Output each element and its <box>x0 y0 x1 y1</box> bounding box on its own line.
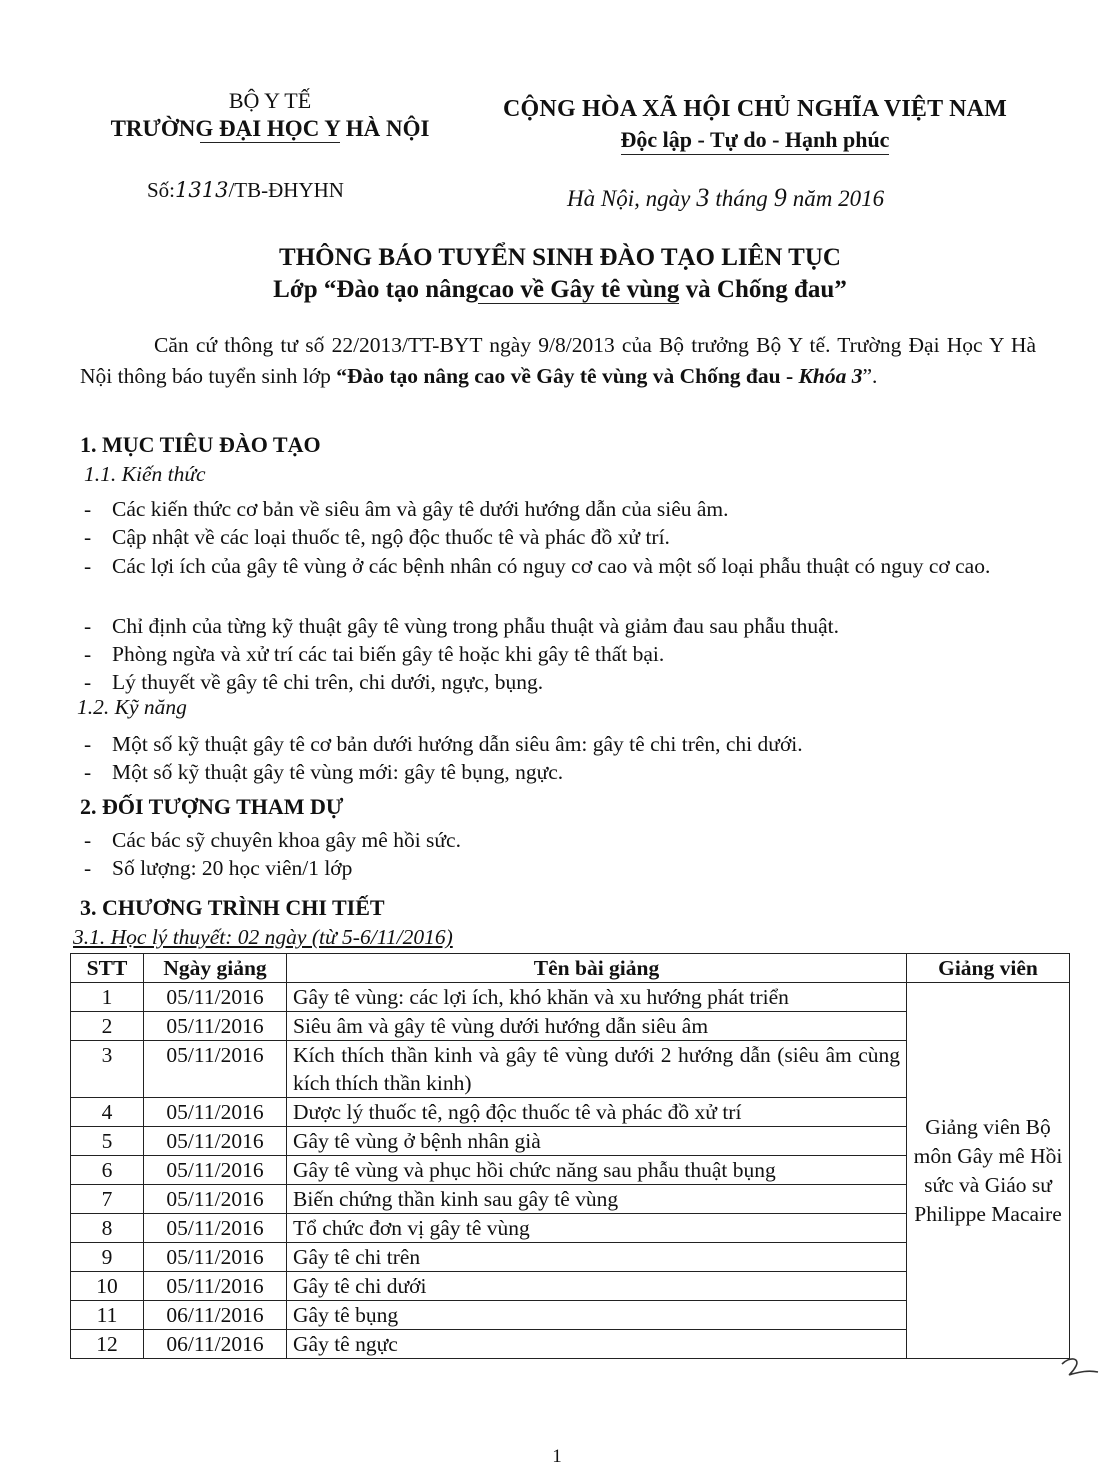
page-number: 1 <box>552 1446 562 1467</box>
intro-paragraph: Căn cứ thông tư số 22/2013/TT-BYT ngày 9/8/2013 của Bộ trưởng Bộ Y tế. Trường Đại Học Y Hà Nội thông báo tuyển sinh lớp “Đào tạo nâng cao về Gây tê vùng và Chống đau - Khóa 3”. <box>80 333 1036 388</box>
table-header-row <box>71 954 1070 983</box>
subheading-knowledge: 1.1. Kiến thức <box>84 462 206 486</box>
university-name: TRƯỜNG ĐẠI HỌC Y HÀ NỘI <box>110 116 430 141</box>
list-item: - Cập nhật về các loại thuốc tê, ngộ độc thuốc tê và phác đồ xử trí. <box>84 525 670 549</box>
table-row: 9 05/11/2016 Gây tê chi trên <box>71 1243 1070 1272</box>
national-heading <box>470 96 1040 155</box>
list-item: - Một số kỹ thuật gây tê vùng mới: gây tê bụng, ngực. <box>84 760 564 784</box>
column-header-stt: STT <box>71 954 144 983</box>
schedule-table <box>70 953 1070 1359</box>
list-item: - Chỉ định của từng kỹ thuật gây tê vùng trong phẫu thuật và giảm đau sau phẫu thuật. <box>84 614 839 638</box>
section-heading-participants: 2. ĐỐI TƯỢNG THAM DỰ <box>80 794 344 819</box>
list-item: - Các bác sỹ chuyên khoa gây mê hồi sức. <box>84 828 461 852</box>
section-heading-objectives: 1. MỤC TIÊU ĐÀO TẠO <box>80 432 321 457</box>
table-row: 4 05/11/2016 Dược lý thuốc tê, ngộ độc thuốc tê và phác đồ xử trí <box>71 1098 1070 1127</box>
table-row: 6 05/11/2016 Gây tê vùng và phục hồi chức năng sau phẫu thuật bụng <box>71 1156 1070 1185</box>
issuer-block <box>70 88 470 143</box>
course-title: Lớp “Đào tạo nângcao về Gây tê vùng và Chống đau” <box>273 276 847 303</box>
handwritten-number: 1313 <box>175 178 229 202</box>
document-number: Số:1313/TB-ĐHYHN <box>147 178 344 202</box>
table-row: 3 05/11/2016 Kích thích thần kinh và gây tê vùng dưới 2 hướng dẫn (siêu âm cùng kích thích thần kinh) <box>71 1041 1070 1098</box>
subheading-skills: 1.2. Kỹ năng <box>77 695 187 719</box>
column-header-date: Ngày giảng <box>144 954 287 983</box>
table-row: 10 05/11/2016 Gây tê chi dưới <box>71 1272 1070 1301</box>
column-header-lecture: Tên bài giảng <box>287 954 907 983</box>
national-motto: Độc lập - Tự do - Hạnh phúc <box>621 127 890 155</box>
list-item: - Các lợi ích của gây tê vùng ở các bệnh nhân có nguy cơ cao và một số loại phẫu thuật có nguy cơ cao. <box>84 554 991 578</box>
table-row: 8 05/11/2016 Tổ chức đơn vị gây tê vùng <box>71 1214 1070 1243</box>
subheading-theory: 3.1. Học lý thuyết: 02 ngày (từ 5-6/11/2016) <box>73 925 453 949</box>
handwritten-month: 9 <box>773 183 787 212</box>
handwritten-day: 3 <box>696 183 710 212</box>
list-item: - Các kiến thức cơ bản về siêu âm và gây tê dưới hướng dẫn của siêu âm. <box>84 497 729 521</box>
column-header-lecturer: Giảng viên <box>907 954 1070 983</box>
table-row: 12 06/11/2016 Gây tê ngực <box>71 1330 1070 1359</box>
table-row: 5 05/11/2016 Gây tê vùng ở bệnh nhân già <box>71 1127 1070 1156</box>
list-item: - Phòng ngừa và xử trí các tai biến gây tê hoặc khi gây tê thất bại. <box>84 642 665 666</box>
date-line: Hà Nội, ngày 3 tháng 9 năm 2016 <box>567 183 885 212</box>
table-row: 1 05/11/2016 Gây tê vùng: các lợi ích, khó khăn và xu hướng phát triển Giảng viên Bộ môn Gây mê Hồi sức và Giáo sư Philippe Macaire <box>71 983 1070 1012</box>
handwritten-initial-mark <box>1058 1352 1104 1382</box>
table-row: 11 06/11/2016 Gây tê bụng <box>71 1301 1070 1330</box>
country-name: CỘNG HÒA XÃ HỘI CHỦ NGHĨA VIỆT NAM <box>503 96 1007 122</box>
list-item: - Lý thuyết về gây tê chi trên, chi dưới, ngực, bụng. <box>84 670 544 694</box>
table-row: 2 05/11/2016 Siêu âm và gây tê vùng dưới hướng dẫn siêu âm <box>71 1012 1070 1041</box>
list-item: - Số lượng: 20 học viên/1 lớp <box>84 856 353 880</box>
lecturer-cell: Giảng viên Bộ môn Gây mê Hồi sức và Giáo sư Philippe Macaire <box>907 983 1070 1359</box>
table-row: 7 05/11/2016 Biến chứng thần kinh sau gây tê vùng <box>71 1185 1070 1214</box>
document-title: THÔNG BÁO TUYỂN SINH ĐÀO TẠO LIÊN TỤC <box>279 244 841 271</box>
ministry-name: BỘ Y TẾ <box>228 88 312 113</box>
section-heading-program: 3. CHƯƠNG TRÌNH CHI TIẾT <box>80 895 385 920</box>
issuer-underline <box>200 142 340 143</box>
list-item: - Một số kỹ thuật gây tê cơ bản dưới hướng dẫn siêu âm: gây tê chi trên, chi dưới. <box>84 732 803 756</box>
